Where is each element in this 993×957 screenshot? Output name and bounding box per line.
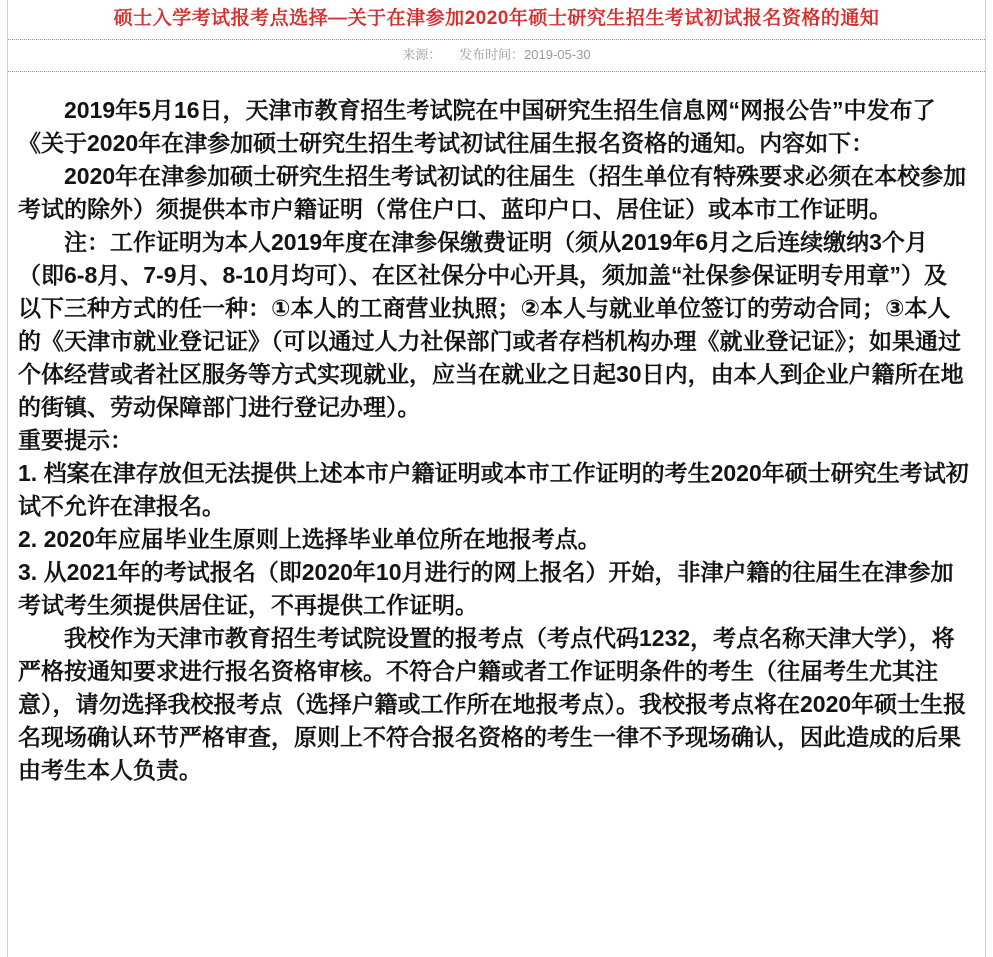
closing-paragraph: 我校作为天津市教育招生考试院设置的报考点（考点代码1232，考点名称天津大学），将严格按通知要求进行报名资格审核。不符合户籍或者工作证明条件的考生（往届考生尤其注意），请勿选择我校报考点（选择户籍或工作所在地报考点）。我校报考点将在2020年硕士生报名现场确认环节严格审查，原则上不符合报名资格的考生一律不予现场确认，因此造成的后果由考生本人负责。 [18, 625, 967, 783]
notice-item-1: 1. 档案在津存放但无法提供上述本市户籍证明或本市工作证明的考生2020年硕士研究生考试初试不允许在津报名。 [18, 460, 969, 519]
source-label: 来源： [402, 47, 442, 62]
notice-article [8, 72, 985, 787]
notice-page [7, 0, 986, 957]
intro-paragraph: 2019年5月16日，天津市教育招生考试院在中国研究生招生信息网“网报公告”中发布了《关于2020年在津参加硕士研究生招生考试初试往届生报名资格的通知。内容如下： [18, 97, 936, 156]
note-paragraph: 注：工作证明为本人2019年度在津参保缴费证明（须从2019年6月之后连续缴纳3个月（即6-8月、7-9月、8-10月均可）、在区社保分中心开具，须加盖“社保参保证明专用章”）及以下三种方式的任一种：①本人的工商营业执照；②本人与就业单位签订的劳动合同；③本人的《天津市就业登记证》（可以通过人力社保部门或者存档机构办理《就业登记证》；如果通过个体经营或者社区服务等方式实现就业，应当在就业之日起30日内，由本人到企业户籍所在地的街镇、劳动保障部门进行登记办理）。 [18, 229, 964, 420]
policy-paragraph: 2020年在津参加硕士研究生招生考试初试的往届生（招生单位有特殊要求必须在本校参加考试的除外）须提供本市户籍证明（常住户口、蓝印户口、居住证）或本市工作证明。 [18, 163, 967, 222]
notice-item-2: 2. 2020年应届毕业生原则上选择毕业单位所在地报考点。 [18, 526, 601, 552]
page-title: 硕士入学考试报考点选择—关于在津参加2020年硕士研究生招生考试初试报名资格的通知 [113, 8, 880, 29]
important-heading: 重要提示： [18, 427, 133, 453]
publish-time: 发布时间：2019-05-30 [459, 47, 591, 62]
meta-bar [8, 40, 985, 71]
notice-item-3: 3. 从2021年的考试报名（即2020年10月进行的网上报名）开始，非津户籍的往届生在津参加考试考生须提供居住证，不再提供工作证明。 [18, 559, 954, 618]
